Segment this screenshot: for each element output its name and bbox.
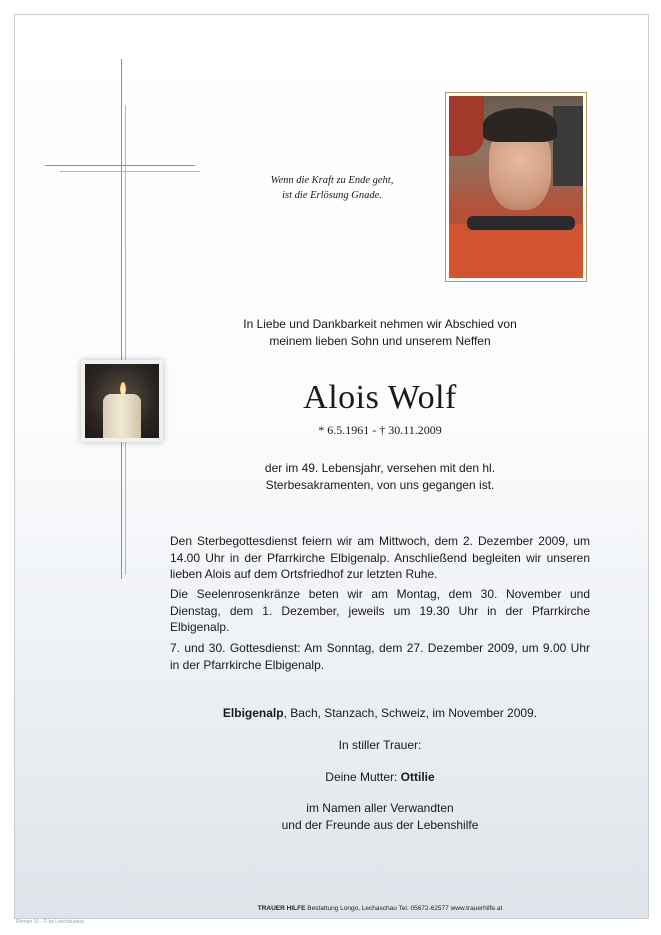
portrait-photo	[445, 92, 587, 282]
life-line-2: Sterbesakramenten, von uns gegangen ist.	[265, 478, 495, 492]
mother-label: Deine Mutter:	[325, 770, 401, 784]
mother-name: Ottilie	[400, 770, 435, 784]
quote-line-2: ist die Erlösung Gnade.	[282, 190, 382, 201]
life-text	[145, 460, 615, 494]
quote-line-1: Wenn die Kraft zu Ende geht,	[270, 175, 394, 186]
footer-details: Bestattung Longo, Lechaschau Tel. 05672-62577 www.trauerhilfe.at	[305, 905, 503, 912]
funeral-paragraph: Den Sterbegottesdienst feiern wir am Mittwoch, dem 2. Dezember 2009, um 14.00 Uhr in der Pfarrkirche Elbigenalp. Anschließend begleiten wir unseren lieben Alois auf dem Ortsfriedhof zur letzten Ruhe.	[170, 534, 590, 581]
mourning-label: In stiller Trauer:	[338, 738, 422, 752]
place-rest: , Bach, Stanzach, Schweiz, im November 2009.	[283, 706, 538, 720]
place-bold: Elbigenalp	[222, 706, 284, 720]
relatives-line-1: im Namen aller Verwandten	[306, 801, 454, 815]
mother-line	[145, 769, 615, 786]
life-dates: * 6.5.1961 - † 30.11.2009	[318, 423, 442, 437]
rosary-paragraph: Die Seelenrosenkränze beten wir am Montag, dem 30. November und Dienstag, dem 1. Dezember, jeweils um 19.30 Uhr in der Pfarrkirche Elbigenalp.	[170, 587, 590, 634]
place-date-line	[145, 705, 615, 722]
deceased-name: Alois Wolf	[303, 379, 457, 416]
footer-imprint	[145, 905, 615, 912]
intro-line-1: In Liebe und Dankbarkeit nehmen wir Abschied von	[243, 317, 517, 331]
relatives-text	[145, 800, 615, 834]
intro-text	[145, 316, 615, 350]
obituary-card	[14, 14, 649, 919]
tiny-note: Roman 10 - © by Löschkuebra	[16, 919, 84, 925]
quote	[227, 173, 437, 203]
intro-line-2: meinem lieben Sohn und unserem Neffen	[269, 334, 491, 348]
footer-brand: TRAUER HILFE	[257, 905, 306, 912]
relatives-line-2: und der Freunde aus der Lebenshilfe	[281, 818, 479, 832]
life-line-1: der im 49. Lebensjahr, versehen mit den hl.	[264, 461, 496, 475]
memorial-service-paragraph: 7. und 30. Gottesdienst: Am Sonntag, dem 27. Dezember 2009, um 9.00 Uhr in der Pfarrkirche Elbigenalp.	[170, 641, 590, 672]
